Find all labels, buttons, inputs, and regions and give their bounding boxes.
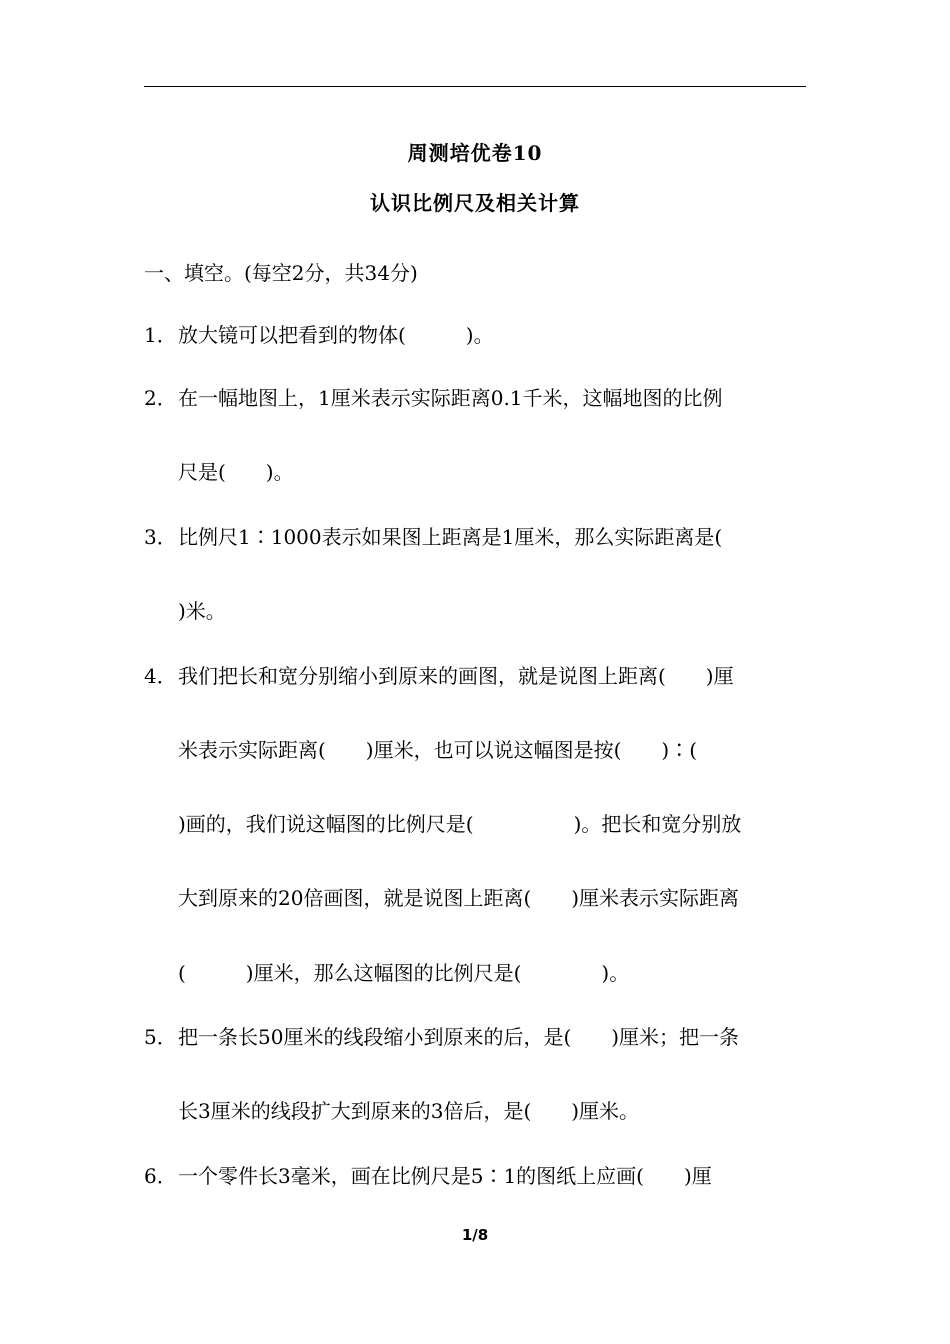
question-number: 2． <box>144 386 177 410</box>
question-line: 比例尺1∶1000表示如果图上距离是1厘米，那么实际距离是( <box>178 525 723 549</box>
question-number: 5． <box>144 1025 177 1049</box>
question-line: )米。 <box>178 599 226 623</box>
question-line: )画的，我们说这幅图的比例尺是( )。把长和宽分别放 <box>178 812 742 836</box>
page-subtitle: 认识比例尺及相关计算 <box>370 191 580 215</box>
page-number: 1/8 <box>461 1226 489 1244</box>
question-line: 在一幅地图上，1厘米表示实际距离0.1千米，这幅地图的比例 <box>178 386 723 410</box>
question-number: 1． <box>144 323 177 347</box>
question-line: 把一条长50厘米的线段缩小到原来的后，是( )厘米；把一条 <box>178 1025 740 1049</box>
question-line: 大到原来的20倍画图，就是说图上距离( )厘米表示实际距离 <box>178 886 740 910</box>
question-line: 放大镜可以把看到的物体( )。 <box>178 323 494 347</box>
question-line: 长3厘米的线段扩大到原来的3倍后，是( )厘米。 <box>178 1099 640 1123</box>
question-number: 3． <box>144 525 177 549</box>
question-line: 米表示实际距离( )厘米，也可以说这幅图是按( )∶( <box>178 738 698 762</box>
question-line: 我们把长和宽分别缩小到原来的画图，就是说图上距离( )厘 <box>178 664 734 688</box>
question-line: 一个零件长3毫米，画在比例尺是5∶1的图纸上应画( )厘 <box>178 1164 712 1188</box>
header-rule <box>144 86 806 87</box>
question-line: 尺是( )。 <box>178 460 294 484</box>
section-heading: 一、填空。(每空2分，共34分) <box>144 261 418 285</box>
question-number: 6． <box>144 1164 177 1188</box>
question-number: 4． <box>144 664 177 688</box>
page-title: 周测培优卷10 <box>407 141 543 165</box>
question-line: ( )厘米，那么这幅图的比例尺是( )。 <box>178 961 630 985</box>
